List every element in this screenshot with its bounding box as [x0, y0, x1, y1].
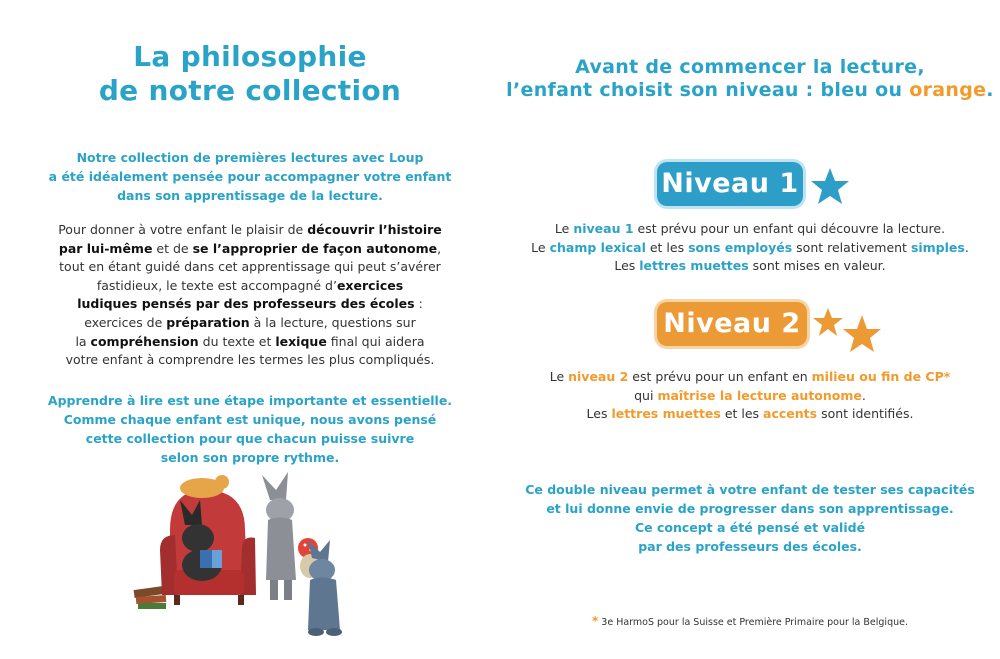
level-2-description: Le niveau 2 est prévu pour un enfant en milieu ou fin de CP* qui maîtrise la lecture autonome. Les lettres muettes et les accents sont identifiés.: [549, 369, 951, 422]
philosophy-title: La philosophie de notre collection: [98, 40, 402, 107]
closing-paragraph-left: Apprendre à lire est une étape importante et essentielle. Comme chaque enfant est unique, nous avons pensé cette collection pour que chacun puisse suivre selon son propre rythme.: [47, 393, 453, 465]
level-1-description: Le niveau 1 est prévu pour un enfant qui découvre la lecture. Le champ lexical et les sons employés sont relativement simples. Les lettres muettes sont mises en valeur.: [531, 221, 969, 274]
body-paragraph: Pour donner à votre enfant le plaisir de découvrir l’histoire par lui-même et de se l’approprier de façon autonome, tout en étant guidé dans cet apprentissage qui peut s’avérer fastidieux, le texte est accompagné d’exercices ludiques pensés par des professeurs des écoles : exercices de préparation à la lecture, questions sur la compréhension du texte et lexique final qui aidera votre enfant à comprendre les termes les plus compliqués.: [58, 222, 442, 368]
footnote: * 3e HarmoS pour la Suisse et Première Primaire pour la Belgique.: [592, 614, 908, 628]
wolf-armchair-illustration: [130, 470, 360, 640]
intro-paragraph: Notre collection de premières lectures avec Loup a été idéalement pensée pour accompagner votre enfant dans son apprentissage de la lecture.: [48, 150, 452, 203]
choose-level-title: Avant de commencer la lecture, l’enfant choisit son niveau : bleu ou orange.: [506, 56, 994, 101]
two-stars-icon: [812, 305, 882, 353]
right-page: [500, 0, 1000, 659]
closing-paragraph-right: Ce double niveau permet à votre enfant de tester ses capacités et lui donne envie de progresser dans son apprentissage. Ce concept a été pensé et validé par des professeurs des écoles.: [525, 482, 975, 554]
level-1-badge: Niveau 1: [657, 162, 803, 206]
level-2-badge: Niveau 2: [657, 302, 807, 346]
star-icon: [810, 166, 850, 206]
